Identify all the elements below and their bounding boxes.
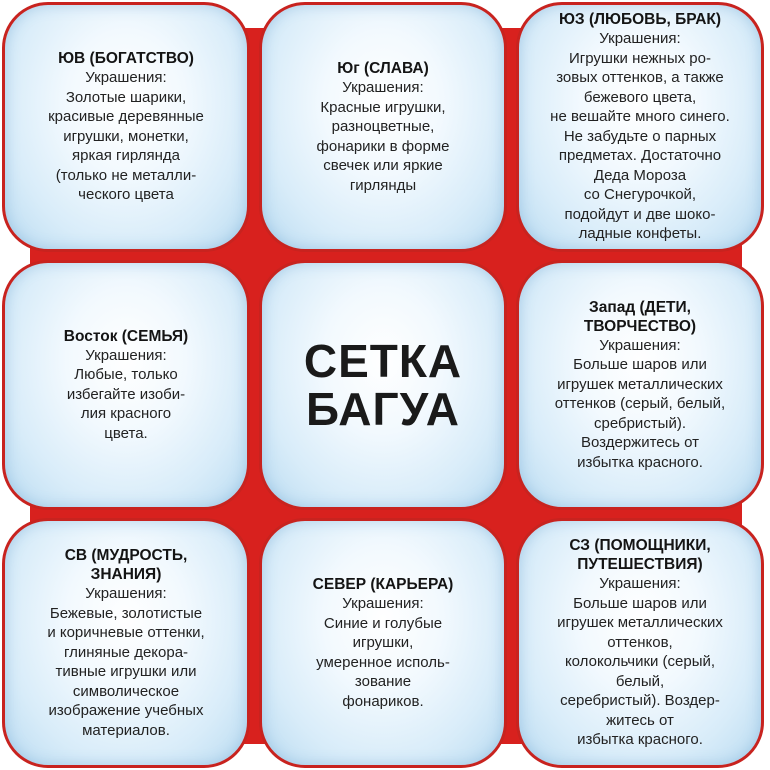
cell-line: оттенков (серый, белый, <box>554 395 726 413</box>
cell-label: Украшения: <box>599 30 681 48</box>
cell-east-family <box>2 260 250 510</box>
cell-line: Золотые шарики, <box>65 88 187 106</box>
cell-line: избегайте изоби- <box>66 385 186 403</box>
cell-line: Деда Мороза <box>593 166 687 184</box>
cell-line: и коричневые оттенки, <box>47 624 205 641</box>
cell-line: не вешайте много синего. <box>550 108 730 126</box>
cell-title: СЗ (ПОМОЩНИКИ, <box>569 537 711 555</box>
center-cell <box>259 260 507 510</box>
cell-line: оттенков, <box>607 633 673 651</box>
cell-line: избытка красного. <box>577 731 703 749</box>
cell-line: бежевого цвета, <box>583 88 697 106</box>
cell-line: (только не металли- <box>55 166 197 184</box>
cell-line: зовых оттенков, а также <box>556 69 724 87</box>
cell-title: ПУТЕШЕСТВИЯ) <box>577 556 703 574</box>
cell-line: житесь от <box>606 711 674 729</box>
cell-line: сребристый). <box>593 414 687 432</box>
cell-line: фонарики в форме <box>316 137 450 155</box>
cell-line: предметах. Достаточно <box>558 147 722 165</box>
cell-label: Украшения: <box>342 79 424 96</box>
cell-label: Украшения: <box>85 346 167 364</box>
cell-line: игрушки, <box>352 634 414 651</box>
cell-label: Украшения: <box>599 336 681 354</box>
center-title: БАГУА <box>306 383 460 435</box>
cell-southeast-wealth <box>2 2 250 252</box>
cell-line: Не забудьте о парных <box>563 127 717 145</box>
cell-title: Восток (СЕМЬЯ) <box>63 327 189 345</box>
cell-line: Синие и голубые <box>323 614 443 632</box>
cell-line: разноцветные, <box>331 118 435 135</box>
cell-line: Воздержитесь от <box>581 434 699 452</box>
cell-line: ладные конфеты. <box>578 225 702 243</box>
cell-west-children <box>516 260 764 510</box>
cell-line: Бежевые, золотистые <box>49 604 203 622</box>
cell-line: символическое <box>72 682 180 700</box>
cell-line: свечек или яркие <box>323 157 443 174</box>
cell-title: ТВОРЧЕСТВО) <box>583 317 697 335</box>
cell-title: ЮВ (БОГАТСТВО) <box>58 50 194 68</box>
cell-line: игрушек металлических <box>557 614 723 632</box>
cell-northeast-wisdom <box>2 518 250 768</box>
cell-line: ческого цвета <box>78 186 174 204</box>
cell-north-career <box>259 518 507 768</box>
cell-line: материалов. <box>82 721 170 739</box>
cell-line: яркая гирлянда <box>72 147 180 165</box>
cell-line: умеренное исполь- <box>316 653 450 671</box>
cell-line: избытка красного. <box>577 453 703 471</box>
cell-south-fame <box>259 2 507 252</box>
cell-label: Украшения: <box>599 575 681 593</box>
cell-line: Больше шаров или <box>573 594 707 612</box>
cell-line: со Снегурочкой, <box>583 186 697 204</box>
cell-line: Игрушки нежных ро- <box>569 49 711 67</box>
cell-line: игрушек металлических <box>557 375 723 393</box>
cell-southwest-love <box>516 2 764 252</box>
cell-title: ЮЗ (ЛЮБОВЬ, БРАК) <box>558 11 722 29</box>
cell-line: гирлянды <box>349 176 417 194</box>
cell-line: изображение учебных <box>48 702 204 719</box>
cell-label: Украшения: <box>342 595 424 612</box>
cell-line: Больше шаров или <box>573 356 707 374</box>
cell-label: Украшения: <box>85 585 167 602</box>
cell-title: ЗНАНИЯ) <box>90 566 162 583</box>
cell-title: Запад (ДЕТИ, <box>589 298 691 316</box>
cell-line: Любые, только <box>74 366 178 384</box>
cell-line: фонариков. <box>342 692 424 710</box>
cell-line: тивные игрушки или <box>55 663 197 680</box>
cell-line: подойдут и две шоко- <box>564 205 716 223</box>
cell-line: лия красного <box>80 405 172 423</box>
cell-title: СВ (МУДРОСТЬ, <box>64 547 188 564</box>
cell-line: цвета. <box>104 424 148 442</box>
cell-line: Красные игрушки, <box>320 98 446 116</box>
center-title: СЕТКА <box>303 335 463 387</box>
cell-line: глиняные декора- <box>63 643 189 661</box>
cell-line: белый, <box>615 672 665 690</box>
cell-title: СЕВЕР (КАРЬЕРА) <box>312 576 454 593</box>
cell-line: красивые деревянные <box>48 108 204 126</box>
cell-line: серебристый). Воздер- <box>560 692 720 710</box>
cell-northwest-helpers <box>516 518 764 768</box>
cell-title: Юг (СЛАВА) <box>337 60 429 77</box>
cell-line: игрушки, монетки, <box>63 127 189 145</box>
cell-label: Украшения: <box>85 69 167 87</box>
cell-line: зование <box>354 673 412 690</box>
cell-line: колокольчики (серый, <box>564 653 716 671</box>
